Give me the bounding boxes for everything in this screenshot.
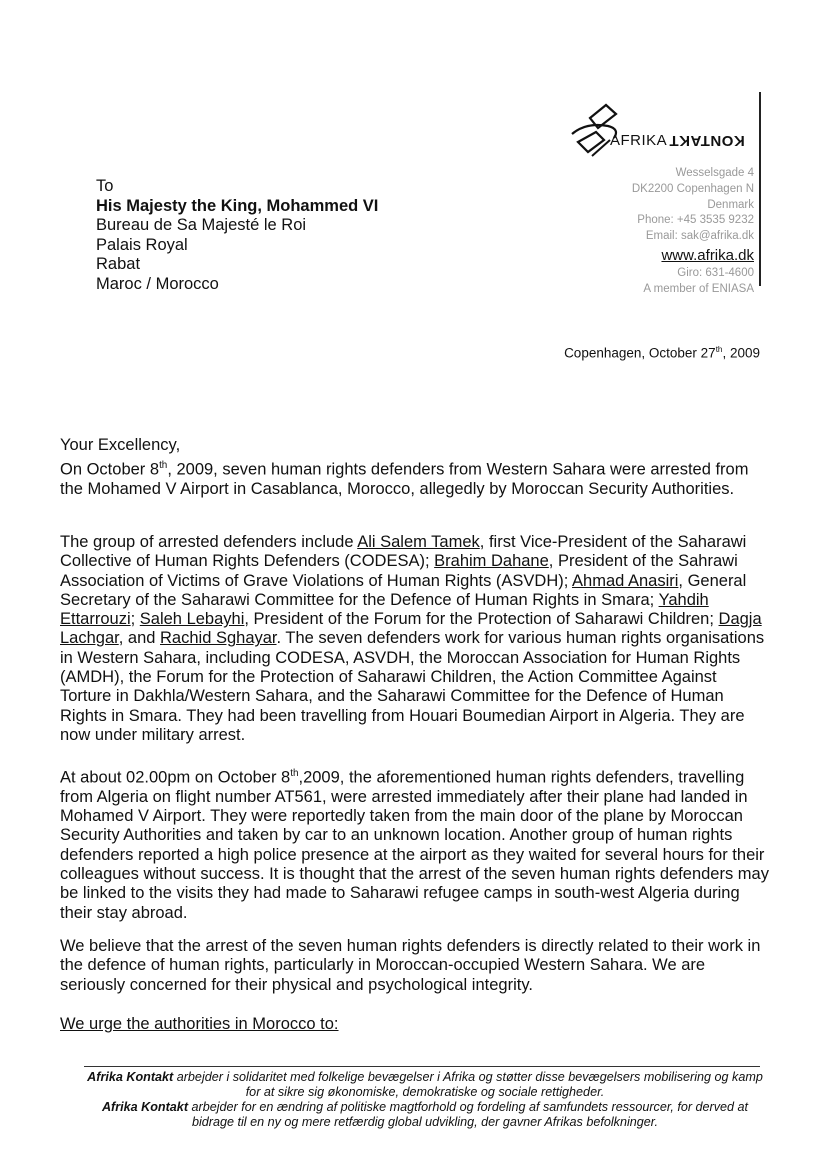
defender-name: Dagja Lachgar: [60, 610, 762, 648]
paragraph-arrest-summary: On October 8th, 2009, seven human rights defenders from Western Sahara were arrested from the Mohamed V Airport in Casablanca, Morocco, allegedly by Moroccan Security Authorities.: [60, 460, 749, 498]
defender-name: Brahim Dahane: [434, 552, 549, 571]
sender-city: DK2200 Copenhagen N: [631, 182, 754, 195]
logo-mark-icon: [568, 100, 628, 160]
recipient-line-4: Maroc / Morocco: [96, 274, 219, 293]
recipient-name: His Majesty the King, Mohammed VI: [96, 196, 379, 215]
defender-name: Rachid Sghayar: [160, 629, 277, 648]
sender-address: [632, 166, 754, 298]
recipient-to: To: [96, 177, 114, 195]
salutation: Your Excellency,: [60, 436, 181, 454]
defender-name: Ali Salem Tamek: [357, 533, 480, 551]
sender-website-link[interactable]: www.afrika.dk: [661, 246, 754, 264]
letterhead-divider: [759, 92, 761, 286]
recipient-line-2: Palais Royal: [96, 235, 188, 254]
sender-membership: A member of ENIASA: [643, 282, 754, 295]
letter-date: Copenhagen, October 27th, 2009: [564, 345, 760, 361]
sender-country: Denmark: [707, 198, 754, 211]
logo-wordmark: AFRIKA KONTAKT: [610, 132, 745, 149]
defender-name: Saleh Lebayhi: [139, 610, 245, 629]
recipient-line-3: Rabat: [96, 255, 141, 274]
sender-giro: Giro: 631-4600: [677, 266, 754, 279]
recipient-line-1: Bureau de Sa Majesté le Roi: [96, 216, 307, 235]
paragraph-concern: We believe that the arrest of the seven human rights defenders is directly related to their work in the defence of human rights, particularly in Moroccan-occupied Western Sahara. We are seriously concerned for their physical and psychological integrity.: [60, 937, 761, 994]
recipient-address: [96, 177, 378, 295]
footer-statement: Afrika Kontakt arbejder i solidaritet med folkelige bevægelser i Afrika og støtter disse bevægelsers mobilisering og kamp for at sikre sig økonomiske, demokratiske og sociale rettigheder. Afrika Kontakt arbejder for en ændring af politiske magtforhold og fordeling af samfundets ressourcer, for derved at bidrage til en ny og mere retfærdig global udvikling, der gavner Afrikas befolkninger.: [87, 1070, 763, 1129]
urge-heading: We urge the authorities in Morocco to:: [60, 1015, 339, 1033]
sender-street: Wesselsgade 4: [675, 167, 754, 179]
defender-name: Yahdih Ettarrouzi: [60, 590, 709, 629]
afrika-kontakt-logo: [568, 100, 758, 162]
defender-name: Ahmad Anasiri: [572, 571, 679, 590]
footer-divider: [84, 1066, 760, 1067]
paragraph-defenders-list: The group of arrested defenders include Ali Salem Tamek, first Vice-President of the Saharawi Collective of Human Rights Defenders (CODESA); Brahim Dahane, President of the Sahrawi Association of Victims of Grave Violations of Human Rights (ASVDH); Ahmad Anasiri, General Secretary of the Saharawi Committee for the Defence of Human Rights in Smara; Yahdih Ettarrouzi; Saleh Lebayhi, President of the Forum for the Protection of Saharawi Children; Dagja Lachgar, and Rachid Sghayar. The seven defenders work for various human rights organisations in Western Sahara, including CODESA, ASVDH, the Moroccan Association for Human Rights (AMDH), the Forum for the Protection of Saharawi Children, the Action Committee Against Torture in Dakhla/Western Sahara, and the Saharawi Committee for the Defence of Human Rights in Smara. They had been travelling from Houari Boumedian Airport in Algeria. They are now under military arrest.: [60, 533, 765, 744]
sender-email: Email: sak@afrika.dk: [645, 230, 754, 243]
sender-phone: Phone: +45 3535 9232: [637, 214, 754, 227]
paragraph-arrest-details: At about 02.00pm on October 8th,2009, the aforementioned human rights defenders, travelling from Algeria on flight number AT561, were arrested immediately after their plane had landed in Mohamed V Airport. They were reportedly taken from the main door of the plane by Moroccan Security Authorities and taken by car to an unknown location. Another group of human rights defenders reported a high police presence at the airport as they waited for several hours for their colleagues without success. It is thought that the arrest of the seven human rights defenders may be linked to the visits they had made to Saharawi refugee camps in south-west Algeria during their stay abroad.: [60, 768, 769, 922]
